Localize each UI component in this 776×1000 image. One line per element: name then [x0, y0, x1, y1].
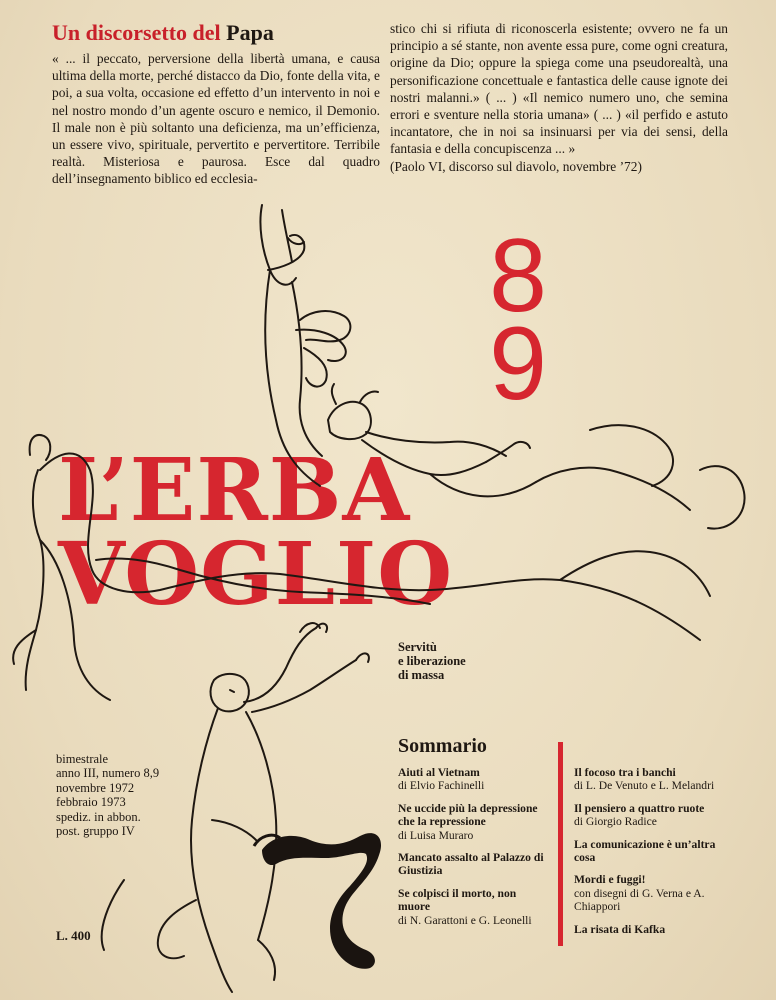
- masthead-line1: L’ERBA: [58, 440, 411, 541]
- toc-item-title: La comunicazione è un’altra cosa: [574, 837, 716, 865]
- masthead-line2: VOGLIO: [58, 524, 454, 625]
- toc-item: [574, 766, 734, 793]
- summary-right-column: [574, 766, 734, 945]
- subtitle-line1: Servitù: [398, 640, 437, 654]
- headline-dark: Papa: [226, 20, 274, 45]
- issue-number-bottom: 9: [489, 306, 547, 422]
- quote-citation: (Paolo VI, discorso sul diavolo, novembre ’72): [390, 158, 642, 174]
- quote-left-column: « ... il peccato, perversione della libertà umana, e causa ultima della morte, perché distacco da Dio, fonte della vita, e poi, a sua volta, occasione ed effetto d’un intervento in noi e nel nostro mondo d’un agente oscuro e nemico, il Demonio. Il male non è più soltanto una deficienza, ma un’efficienza, un essere vivo, spirituale, pervertito e pervertitore. Terribile realtà. Misteriosa e paurosa. Esce dal quadro dell’insegnamento biblico ed ecclesia-: [52, 51, 380, 187]
- pubinfo-line: anno III, numero 8,9: [56, 766, 160, 781]
- pubinfo-line: spediz. in abbon.: [56, 809, 141, 824]
- summary-divider: [558, 742, 563, 946]
- headline-red: Un discorsetto del: [52, 20, 221, 45]
- toc-item-author: di Giorgio Radice: [574, 815, 657, 829]
- summary-title: Sommario: [398, 735, 487, 757]
- issue-number: [478, 218, 558, 422]
- toc-item-title: Mancato assalto al Palazzo di Giustizia: [398, 851, 544, 878]
- toc-item-title: La risata di Kafka: [574, 922, 666, 936]
- toc-item: [574, 873, 734, 913]
- pubinfo-line: bimestrale: [56, 752, 109, 766]
- pubinfo-line: post. gruppo IV: [56, 824, 135, 839]
- cover-subtitle: [398, 640, 528, 682]
- toc-item: [574, 838, 734, 865]
- toc-item-author: con disegni di G. Verna e A. Chiappori: [574, 886, 705, 914]
- toc-item-author: di Luisa Muraro: [398, 828, 474, 842]
- toc-item: [398, 851, 546, 878]
- publication-info: [56, 752, 196, 838]
- toc-item-title: Ne uccide più la depressione che la repressione: [398, 801, 538, 829]
- toc-item: [398, 802, 546, 842]
- summary-left-column: [398, 766, 546, 936]
- toc-item: [398, 766, 546, 793]
- toc-item-title: Aiuti al Vietnam: [398, 766, 480, 779]
- subtitle-line3: di massa: [398, 668, 445, 682]
- price: L. 400: [56, 928, 91, 943]
- toc-item-title: Il focoso tra i banchi: [574, 766, 676, 779]
- toc-item: [574, 802, 734, 829]
- toc-item-author: di N. Garattoni e G. Leonelli: [398, 913, 532, 927]
- toc-item-title: Mordi e fuggi!: [574, 873, 646, 887]
- toc-item-author: di L. De Venuto e L. Melandri: [574, 779, 715, 793]
- toc-item: [398, 887, 546, 927]
- pubinfo-line: novembre 1972: [56, 780, 135, 795]
- quote-right-column: [390, 20, 728, 175]
- issue-number-top: 8: [489, 218, 547, 334]
- toc-item-author: di Elvio Fachinelli: [398, 779, 485, 793]
- toc-item: [574, 923, 734, 936]
- subtitle-line2: e liberazione: [398, 654, 466, 668]
- pubinfo-line: febbraio 1973: [56, 795, 126, 810]
- toc-item-title: Se colpisci il morto, non muore: [398, 886, 517, 914]
- headline: [52, 20, 274, 46]
- toc-item-title: Il pensiero a quattro ruote: [574, 801, 705, 815]
- quote-right-text: stico chi si rifiuta di riconoscerla esistente; ovvero ne fa un principio a sé stante, non avente essa pure, come ogni creatura, origine da Dio; oppure la spiega come una pseudorealtà, una personificazione concettuale e fantastica delle cause ignote dei nostri malanni.» ( ... ) «Il nemico numero uno, che semina errori e sventure nella storia umana» ( ... ) «il perfido e astuto incantatore, che in noi sa insinuarsi per via dei sensi, della fantasia e della concupiscenza ... »: [390, 21, 728, 157]
